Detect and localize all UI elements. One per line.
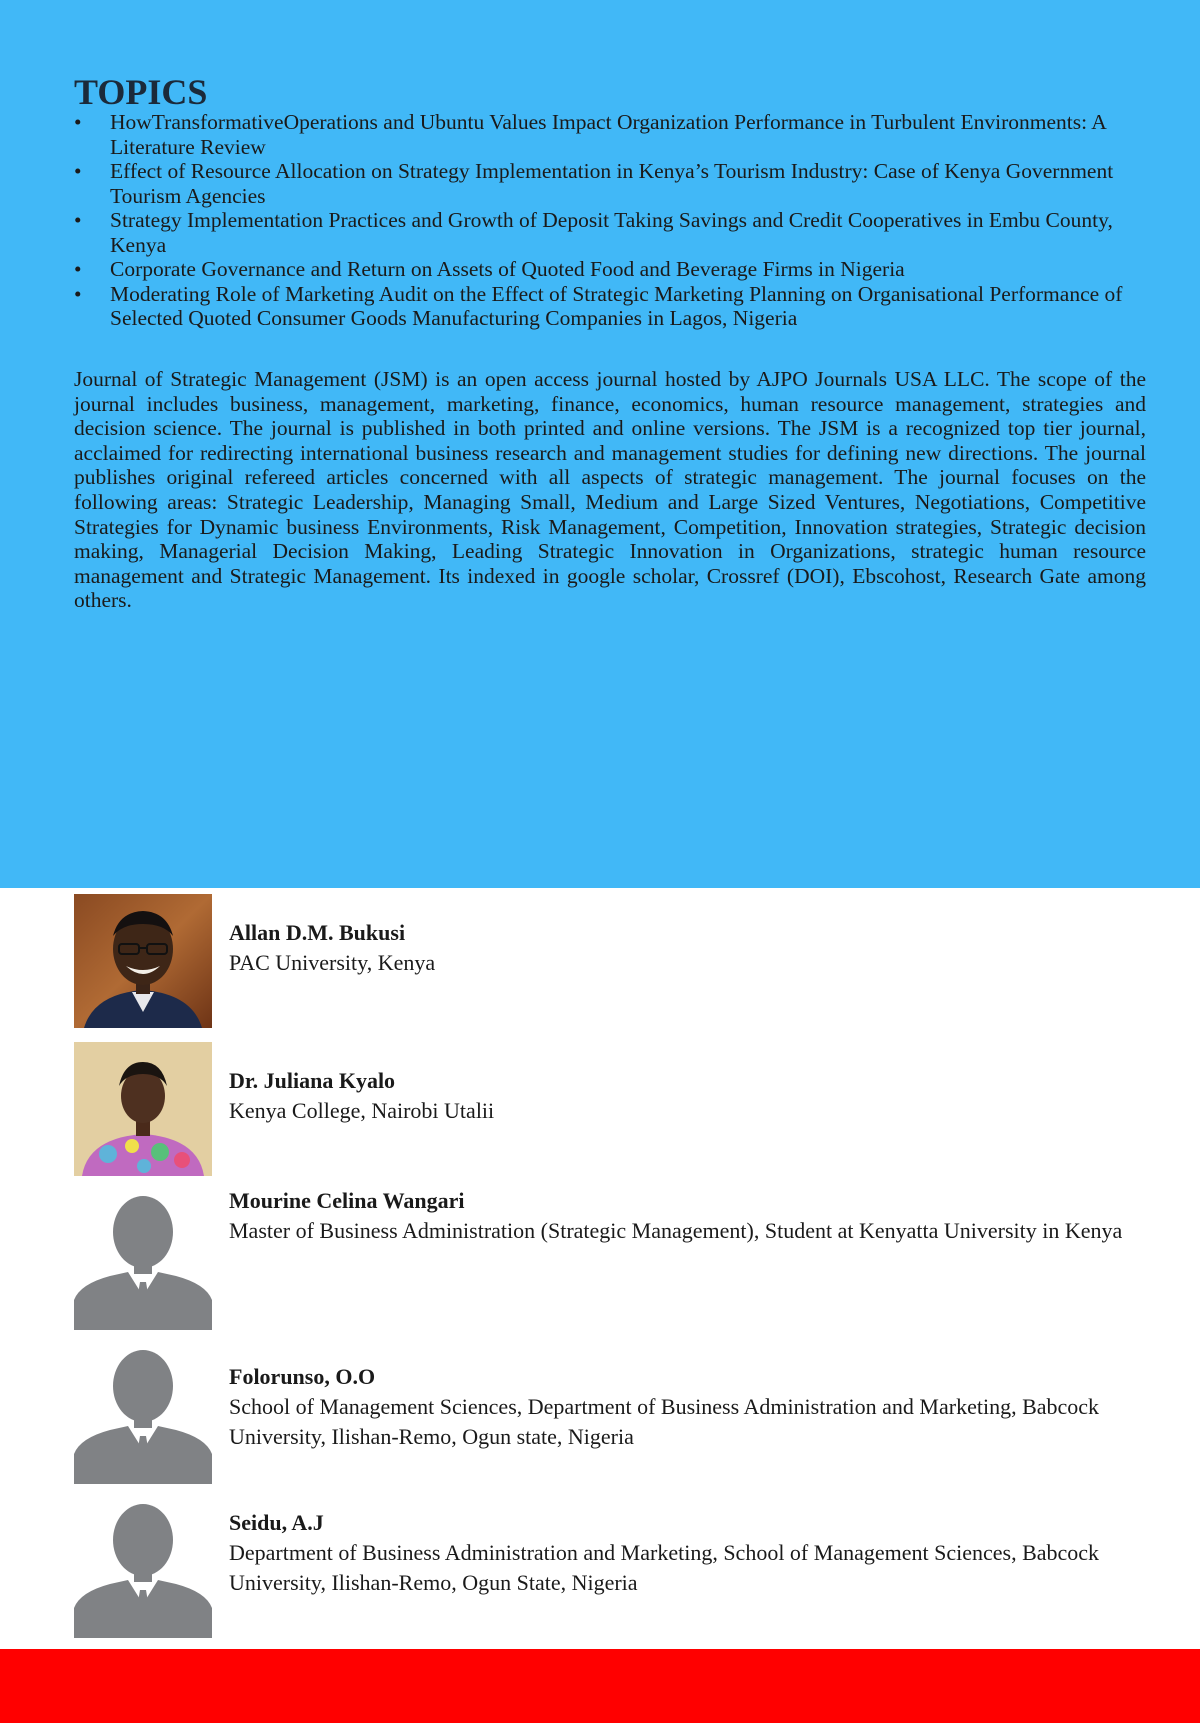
journal-description: Journal of Strategic Management (JSM) is an open access journal hosted by AJPO Journals USA LLC. The scope of the journal includes business, management, marketing, finance, economics, human resource management, strategies and decision science. The journal is published in both printed and online versions. The JSM is a recognized top tier journal, acclaimed for redirecting international business research and management studies for defining new directions. The journal publishes original refereed articles concerned with all aspects of strategic management. The journal focuses on the following areas: Strategic Leadership, Managing Small, Medium and Large Sized Ventures, Negotiations, Competitive Strategies for Dynamic business Environments, Risk Management, Competition, Innovation strategies, Strategic decision making, Managerial Decision Making, Leading Strategic Innovation in Organizations, strategic human resource management and Strategic Management. Its indexed in google scholar, Crossref (DOI), Ebscohost, Research Gate among others. <box>74 367 1146 613</box>
author-entry <box>74 1042 1154 1180</box>
author-affiliation: Kenya College, Nairobi Utalii <box>229 1098 495 1123</box>
author-photo <box>74 1504 212 1638</box>
author-entry <box>74 1188 1154 1334</box>
author-photo <box>74 1196 212 1330</box>
topics-list <box>74 110 1154 331</box>
author-info <box>229 1362 1154 1452</box>
author-info <box>229 1508 1154 1598</box>
topic-text: Moderating Role of Marketing Audit on the Effect of Strategic Marketing Planning on Organisational Performance of Selected Quoted Consumer Goods Manufacturing Companies in Lagos, Nigeria <box>110 281 1123 330</box>
portrait-photo <box>74 894 212 1028</box>
bullet: • <box>74 208 82 232</box>
bullet: • <box>74 281 82 306</box>
author-photo <box>74 1042 212 1176</box>
author-photo <box>74 894 212 1028</box>
person-silhouette-icon <box>74 1504 212 1638</box>
person-silhouette-icon <box>74 1196 212 1330</box>
portrait-photo <box>74 1042 212 1176</box>
author-info <box>229 1066 1154 1126</box>
topic-item <box>74 208 1154 257</box>
topic-item <box>74 159 1154 208</box>
topic-item <box>74 282 1154 331</box>
topic-text: Corporate Governance and Return on Assets of Quoted Food and Beverage Firms in Nigeria <box>110 257 905 281</box>
topic-item <box>74 110 1154 159</box>
author-name: Dr. Juliana Kyalo <box>229 1068 396 1093</box>
author-photo <box>74 1350 212 1484</box>
author-name: Mourine Celina Wangari <box>229 1188 465 1213</box>
topic-text: HowTransformativeOperations and Ubuntu Values Impact Organization Performance in Turbulent Environments: A Literature Review <box>110 110 1106 159</box>
author-name: Seidu, A.J <box>229 1510 324 1535</box>
topics-heading: TOPICS <box>74 72 208 112</box>
author-entry <box>74 1350 1154 1488</box>
topic-text: Effect of Resource Allocation on Strategy Implementation in Kenya’s Tourism Industry: Case of Kenya Government Tourism Agencies <box>110 159 1114 208</box>
author-name: Folorunso, O.O <box>229 1364 376 1389</box>
author-info <box>229 1186 1154 1246</box>
author-affiliation: School of Management Sciences, Department of Business Administration and Marketing, Babcock University, Ilishan-Remo, Ogun state, Nigeria <box>229 1394 1100 1449</box>
person-silhouette-icon <box>74 1350 212 1484</box>
author-entry <box>74 894 1154 1032</box>
topic-text: Strategy Implementation Practices and Growth of Deposit Taking Savings and Credit Cooperatives in Embu County, Kenya <box>110 208 1113 257</box>
bullet: • <box>74 257 82 281</box>
author-entry <box>74 1504 1154 1642</box>
bullet: • <box>74 159 82 183</box>
author-info <box>229 918 1154 978</box>
author-affiliation: Master of Business Administration (Strategic Management), Student at Kenyatta University in Kenya <box>229 1218 1123 1243</box>
bullet: • <box>74 110 82 134</box>
author-name: Allan D.M. Bukusi <box>229 920 406 945</box>
author-affiliation: Department of Business Administration and Marketing, School of Management Sciences, Babcock University, Ilishan-Remo, Ogun State, Nigeria <box>229 1540 1100 1595</box>
author-affiliation: PAC University, Kenya <box>229 950 436 975</box>
footer-bar <box>0 1649 1200 1723</box>
topic-item <box>74 257 1154 282</box>
